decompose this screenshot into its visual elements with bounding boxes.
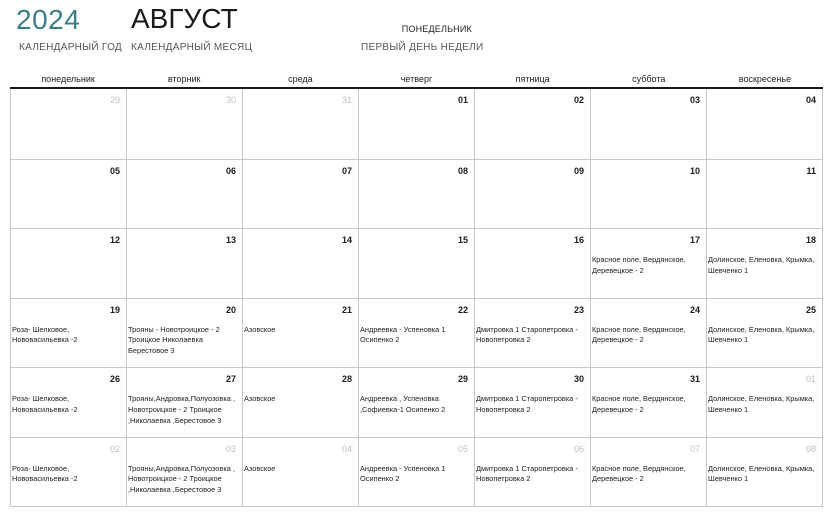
day-number: 02 bbox=[573, 95, 584, 105]
day-number: 14 bbox=[341, 235, 352, 245]
day-number: 11 bbox=[806, 165, 816, 176]
first-day-of-week-caption: ПЕРВЫЙ ДЕНЬ НЕДЕЛИ bbox=[361, 42, 484, 53]
day-note: Долинское, Еленовка, Крымка, Шевченко 1 bbox=[708, 324, 815, 345]
day-note: Красное поле, Вердянское, Деревецкое - 2 bbox=[592, 463, 686, 484]
day-number: 06 bbox=[225, 165, 236, 176]
calendar-grid bbox=[10, 89, 823, 507]
day-cell[interactable] bbox=[475, 367, 591, 437]
day-number: 12 bbox=[109, 235, 120, 245]
day-number: 25 bbox=[805, 304, 816, 315]
day-number: 08 bbox=[457, 165, 468, 176]
day-cell[interactable] bbox=[591, 89, 707, 159]
day-number: 31 bbox=[341, 95, 352, 105]
day-cell[interactable] bbox=[707, 367, 823, 437]
day-note: Роза- Шелковое, Нововасильевка -2 bbox=[12, 463, 78, 484]
weekday-header-row bbox=[10, 72, 823, 87]
day-cell[interactable] bbox=[707, 228, 823, 298]
day-number: 29 bbox=[457, 374, 468, 384]
day-cell[interactable] bbox=[243, 159, 359, 229]
day-cell[interactable] bbox=[707, 89, 823, 159]
weekday-header: понедельник bbox=[41, 74, 95, 84]
calendar-year[interactable]: 2024 bbox=[16, 4, 81, 35]
day-note: Дмитровка 1 Старопетровка - Новопетровка 2 bbox=[476, 394, 578, 414]
day-number: 13 bbox=[225, 235, 236, 245]
day-number: 03 bbox=[225, 443, 236, 454]
day-note: Андреевка - Успеновка 1 Осипенко 2 bbox=[360, 463, 446, 484]
day-number: 22 bbox=[457, 304, 468, 315]
day-cell[interactable] bbox=[475, 159, 591, 229]
day-cell[interactable] bbox=[591, 298, 707, 368]
day-number: 05 bbox=[109, 165, 120, 176]
day-number: 03 bbox=[689, 95, 700, 105]
day-cell[interactable] bbox=[475, 228, 591, 298]
calendar-month[interactable]: АВГУСТ bbox=[131, 3, 238, 34]
day-cell[interactable] bbox=[11, 228, 127, 298]
day-number: 18 bbox=[805, 235, 816, 245]
day-number: 09 bbox=[573, 165, 584, 176]
calendar-month-caption: КАЛЕНДАРНЫЙ МЕСЯЦ bbox=[131, 42, 253, 53]
day-note: Азовское bbox=[244, 463, 276, 473]
day-number: 10 bbox=[689, 165, 700, 176]
day-number: 04 bbox=[805, 95, 816, 105]
day-cell[interactable] bbox=[707, 159, 823, 229]
day-number: 26 bbox=[109, 374, 120, 384]
day-cell[interactable] bbox=[127, 367, 243, 437]
day-note: Дмитровка 1 Старопетровка - Новопетровка 2 bbox=[476, 463, 578, 484]
day-number: 21 bbox=[341, 304, 352, 315]
weekday-header: среда bbox=[288, 74, 313, 84]
day-cell[interactable] bbox=[11, 298, 127, 368]
weekday-header: четверг bbox=[400, 74, 433, 84]
day-cell[interactable] bbox=[127, 228, 243, 298]
day-cell[interactable] bbox=[11, 89, 127, 159]
day-cell[interactable] bbox=[11, 437, 127, 507]
day-cell[interactable] bbox=[127, 159, 243, 229]
day-number: 16 bbox=[573, 235, 584, 245]
day-note: Андреевка , Успеновка ,Софиевка-1 Осипенко 2 bbox=[360, 394, 446, 414]
day-number: 02 bbox=[109, 443, 120, 454]
day-note: Долинское, Еленовка, Крымка, Шевченко 1 bbox=[708, 394, 815, 414]
day-note: Трояны - Новотроицкое - 2 Троицкое Николаевка Берестовое 3 bbox=[128, 324, 220, 356]
day-cell[interactable] bbox=[243, 228, 359, 298]
day-number: 07 bbox=[689, 443, 700, 454]
day-number: 06 bbox=[573, 443, 584, 454]
day-number: 07 bbox=[341, 165, 352, 176]
day-cell[interactable] bbox=[359, 159, 475, 229]
day-note: Долинское, Еленовка, Крымка, Шевченко 1 bbox=[708, 255, 815, 275]
day-cell[interactable] bbox=[475, 89, 591, 159]
day-number: 31 bbox=[689, 374, 700, 384]
day-cell[interactable] bbox=[243, 298, 359, 368]
day-cell[interactable] bbox=[707, 298, 823, 368]
weekday-header: воскресенье bbox=[738, 74, 792, 84]
calendar-year-caption: КАЛЕНДАРНЫЙ ГОД bbox=[19, 42, 123, 53]
day-number: 01 bbox=[805, 374, 816, 384]
day-number: 30 bbox=[573, 374, 584, 384]
day-cell[interactable] bbox=[359, 367, 475, 437]
day-number: 01 bbox=[457, 95, 468, 105]
day-cell[interactable] bbox=[707, 437, 823, 507]
day-note: Роза- Шелковое, Нововасильевка -2 bbox=[12, 394, 78, 414]
day-number: 30 bbox=[225, 95, 236, 105]
day-note: Дмитровка 1 Старопетровка - Новопетровка 2 bbox=[476, 324, 578, 345]
day-cell[interactable] bbox=[591, 228, 707, 298]
day-cell[interactable] bbox=[243, 367, 359, 437]
day-cell[interactable] bbox=[591, 159, 707, 229]
day-cell[interactable] bbox=[243, 89, 359, 159]
day-cell[interactable] bbox=[243, 437, 359, 507]
day-cell[interactable] bbox=[359, 89, 475, 159]
day-number: 05 bbox=[457, 443, 468, 454]
day-number: 27 bbox=[225, 374, 236, 384]
day-note: Роза- Шелковое, Нововасильевка -2 bbox=[12, 324, 78, 345]
day-note: Красное поле, Вердянское, Деревецкое - 2 bbox=[592, 255, 686, 275]
day-cell[interactable] bbox=[475, 298, 591, 368]
day-number: 17 bbox=[689, 235, 700, 245]
day-number: 20 bbox=[225, 304, 236, 315]
day-number: 24 bbox=[689, 304, 700, 315]
weekday-header: пятница bbox=[515, 74, 550, 84]
day-note: Красное поле, Вердянское, Деревецкое - 2 bbox=[592, 394, 686, 414]
day-cell[interactable] bbox=[359, 437, 475, 507]
day-cell[interactable] bbox=[359, 298, 475, 368]
day-note: Красное поле, Вердянское, Деревецкое - 2 bbox=[592, 324, 686, 345]
day-cell[interactable] bbox=[591, 367, 707, 437]
day-number: 28 bbox=[341, 374, 352, 384]
day-cell[interactable] bbox=[127, 437, 243, 507]
day-note: Азовское bbox=[244, 394, 276, 403]
day-note: Долинское, Еленовка, Крымка, Шевченко 1 bbox=[708, 463, 815, 484]
day-cell[interactable] bbox=[591, 437, 707, 507]
day-number: 08 bbox=[805, 443, 816, 454]
day-cell[interactable] bbox=[11, 367, 127, 437]
day-number: 15 bbox=[457, 235, 468, 245]
day-number: 29 bbox=[109, 95, 120, 105]
day-note: Трояны,Андровка,Полуозовка , Новотроицкое - 2 Троицкое ,Николаевка ,Берестовое 3 bbox=[128, 463, 235, 495]
day-number: 04 bbox=[341, 443, 352, 454]
day-note: Трояны,Андровка,Полуозовка , Новотроицкое - 2 Троицкое ,Николаевка ,Берестовое 3 bbox=[128, 394, 235, 425]
day-cell[interactable] bbox=[475, 437, 591, 507]
day-note: Азовское bbox=[244, 324, 276, 334]
day-cell[interactable] bbox=[127, 89, 243, 159]
day-cell[interactable] bbox=[127, 298, 243, 368]
day-number: 23 bbox=[573, 304, 584, 315]
day-number: 19 bbox=[109, 304, 120, 315]
weekday-header: вторник bbox=[167, 74, 201, 84]
day-note: Андреевка - Успеновка 1 Осипенко 2 bbox=[360, 324, 446, 345]
day-cell[interactable] bbox=[11, 159, 127, 229]
day-cell[interactable] bbox=[359, 228, 475, 298]
weekday-header: суббота bbox=[632, 74, 666, 84]
first-day-of-week[interactable]: ПОНЕДЕЛЬНИК bbox=[401, 24, 472, 34]
